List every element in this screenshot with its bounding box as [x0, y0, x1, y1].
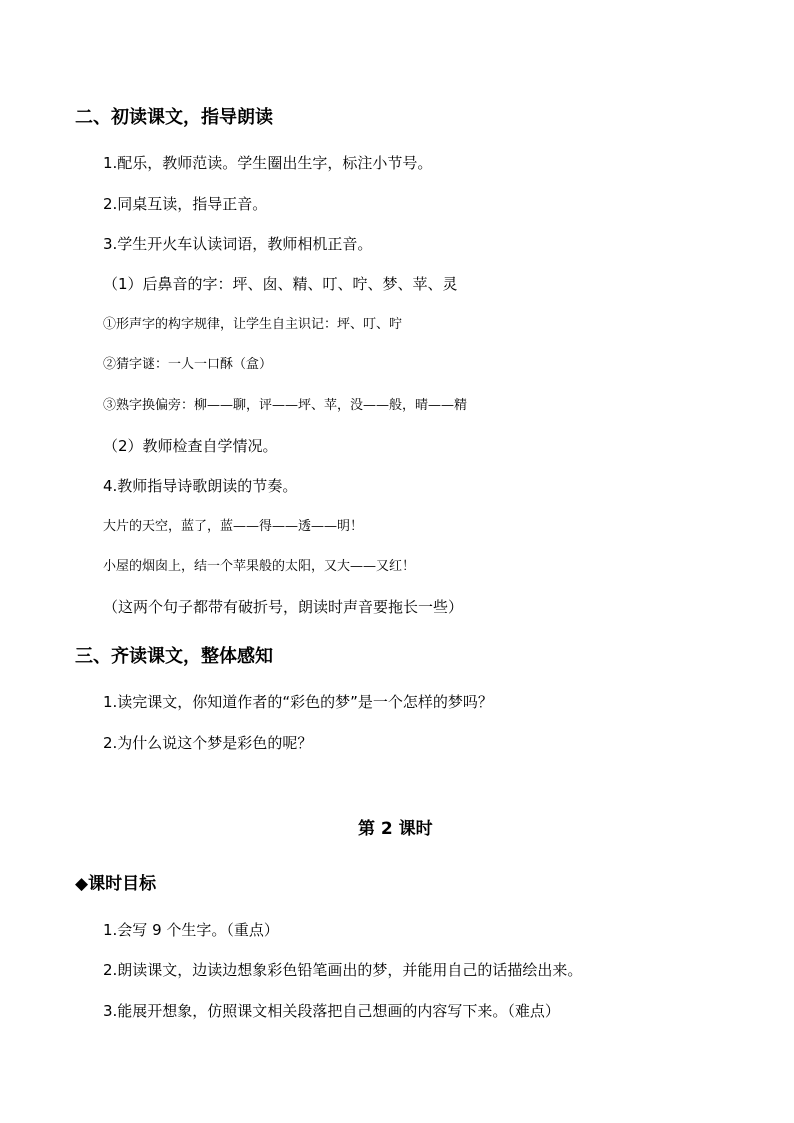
list-item: （2）教师检查自学情况。 — [103, 437, 278, 455]
objective-item: 1.会写 9 个生字。（重点） — [103, 921, 279, 939]
list-item: 1.配乐，教师范读。学生圈出生字，标注小节号。 — [103, 154, 433, 172]
poem-line: 小屋的烟囱上，结一个苹果般的太阳，又大——又红！ — [103, 559, 416, 574]
list-item: 2.为什么说这个梦是彩色的呢？ — [103, 734, 313, 752]
section-heading-initial-reading: 二、初读课文，指导朗读 — [75, 107, 273, 128]
list-item: ③熟字换偏旁：柳——聊，评——坪、苹，没——般，晴——精 — [103, 398, 468, 413]
list-item: ②猜字谜：一人一口酥（盒） — [103, 357, 273, 372]
section-heading-read-together: 三、齐读课文，整体感知 — [75, 646, 273, 667]
objectives-heading: ◆课时目标 — [75, 874, 157, 894]
objective-item: 3.能展开想象，仿照课文相关段落把自己想画的内容写下来。（难点） — [103, 1002, 560, 1020]
list-item: 3.学生开火车认读词语，教师相机正音。 — [103, 235, 373, 253]
objective-item: 2.朗读课文，边读边想象彩色铅笔画出的梦，并能用自己的话描绘出来。 — [103, 961, 583, 979]
list-item: ①形声字的构字规律，让学生自主识记：坪、叮、咛 — [103, 317, 403, 332]
list-item: （1）后鼻音的字：坪、囱、精、叮、咛、梦、苹、灵 — [103, 275, 458, 293]
list-item: （这两个句子都带有破折号，朗读时声音要拖长一些） — [103, 598, 464, 616]
poem-line: 大片的天空，蓝了，蓝——得——透——明！ — [103, 519, 364, 534]
list-item: 2.同桌互读，指导正音。 — [103, 195, 268, 213]
lesson-title: 第 2 课时 — [358, 819, 433, 839]
list-item: 1.读完课文，你知道作者的“彩色的梦”是一个怎样的梦吗？ — [103, 693, 493, 711]
list-item: 4.教师指导诗歌朗读的节奏。 — [103, 477, 298, 495]
